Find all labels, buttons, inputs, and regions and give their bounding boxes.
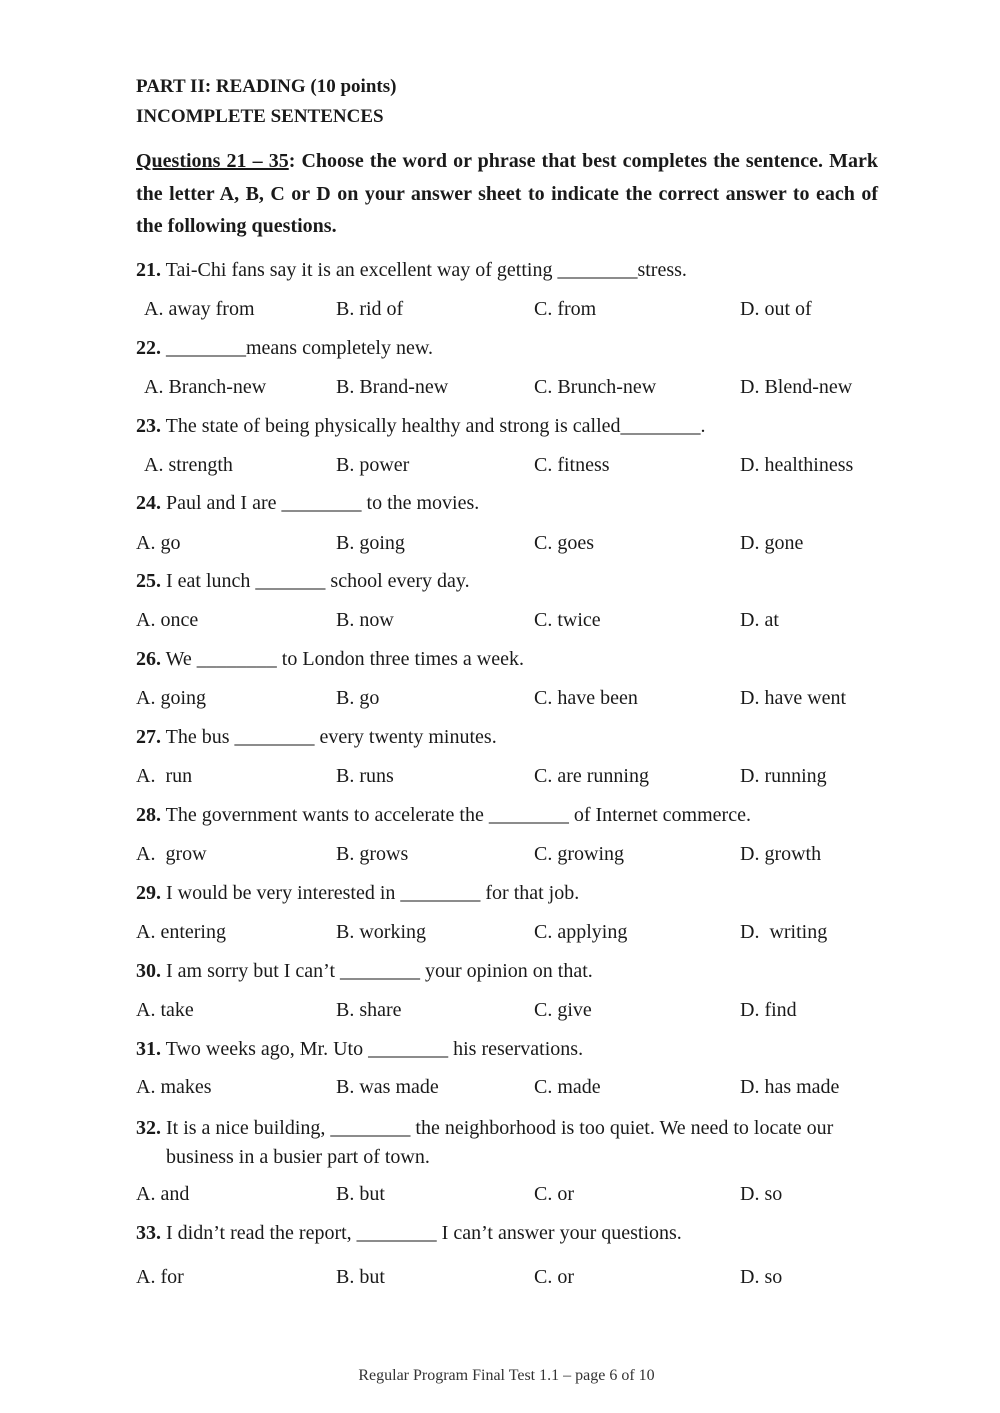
option-a[interactable]: A. away from xyxy=(144,298,255,320)
question-text: ________means completely new. xyxy=(166,337,433,359)
option-b[interactable]: B. power xyxy=(336,454,410,476)
option-a[interactable]: A. grow xyxy=(136,843,207,865)
option-d[interactable]: D. out of xyxy=(740,298,812,320)
option-d[interactable]: D. Blend-new xyxy=(740,376,853,398)
option-a[interactable]: A. go xyxy=(136,532,181,554)
option-c[interactable]: C. fitness xyxy=(534,454,610,476)
option-d[interactable]: D. healthiness xyxy=(740,454,854,476)
option-b[interactable]: B. working xyxy=(336,921,426,943)
option-a[interactable]: A. once xyxy=(136,609,199,631)
option-b[interactable]: B. going xyxy=(336,532,405,554)
question-number: 31. xyxy=(136,1038,161,1060)
question-text: Tai-Chi fans say it is an excellent way of getting ________stress. xyxy=(165,259,687,281)
option-a[interactable]: A. for xyxy=(136,1266,184,1288)
option-c[interactable]: C. or xyxy=(534,1266,574,1288)
option-d[interactable]: D. so xyxy=(740,1183,783,1205)
question-number: 25. xyxy=(136,570,161,592)
question-28 xyxy=(136,804,751,827)
option-a[interactable]: A. Branch-new xyxy=(144,376,267,398)
instructions xyxy=(136,145,878,243)
question-text: I didn’t read the report, ________ I can’t answer your questions. xyxy=(166,1222,682,1244)
option-d[interactable]: D. so xyxy=(740,1266,783,1288)
option-c[interactable]: C. give xyxy=(534,999,592,1021)
option-b[interactable]: B. Brand-new xyxy=(336,376,449,398)
option-b[interactable]: B. now xyxy=(336,609,394,631)
question-text: It is a nice building, ________ the neighborhood is too quiet. We need to locate our business in a busier part of town. xyxy=(166,1117,834,1168)
question-number: 27. xyxy=(136,726,161,748)
question-text: I am sorry but I can’t ________ your opinion on that. xyxy=(166,960,593,982)
question-text: The state of being physically healthy and strong is called________. xyxy=(165,415,706,437)
question-26 xyxy=(136,648,524,671)
question-number: 24. xyxy=(136,492,161,514)
question-number: 33. xyxy=(136,1222,161,1244)
question-text: I eat lunch _______ school every day. xyxy=(166,570,470,592)
question-27 xyxy=(136,726,497,749)
question-number: 21. xyxy=(136,259,161,281)
option-c[interactable]: C. goes xyxy=(534,532,594,554)
question-number: 28. xyxy=(136,804,161,826)
option-a[interactable]: A. strength xyxy=(144,454,233,476)
question-number: 30. xyxy=(136,960,161,982)
option-b[interactable]: B. grows xyxy=(336,843,409,865)
option-a[interactable]: A. and xyxy=(136,1183,190,1205)
option-c[interactable]: C. have been xyxy=(534,687,638,709)
option-a[interactable]: A. entering xyxy=(136,921,226,943)
question-25 xyxy=(136,570,470,593)
question-33 xyxy=(136,1222,682,1245)
option-d[interactable]: D. growth xyxy=(740,843,822,865)
option-c[interactable]: C. Brunch-new xyxy=(534,376,657,398)
option-c[interactable]: C. from xyxy=(534,298,597,320)
question-23 xyxy=(136,415,706,438)
option-c[interactable]: C. twice xyxy=(534,609,601,631)
option-a[interactable]: A. take xyxy=(136,999,194,1021)
question-text: Two weeks ago, Mr. Uto ________ his reservations. xyxy=(165,1038,584,1060)
question-24 xyxy=(136,492,479,515)
question-29 xyxy=(136,882,579,905)
option-b[interactable]: B. rid of xyxy=(336,298,404,320)
option-b[interactable]: B. runs xyxy=(336,765,394,787)
question-30 xyxy=(136,960,593,983)
instructions-question-range: Questions 21 – 35 xyxy=(136,150,289,172)
question-31 xyxy=(136,1038,583,1061)
question-22 xyxy=(136,337,433,360)
page-footer: Regular Program Final Test 1.1 – page 6 of 10 xyxy=(358,1367,655,1384)
question-text: The government wants to accelerate the ________ of Internet commerce. xyxy=(165,804,751,826)
option-a[interactable]: A. run xyxy=(136,765,193,787)
instructions-text: : Choose the word or phrase that best completes the sentence. Mark the letter A, B, C or D on your answer sheet to indicate the correct answer to each of the following questions. xyxy=(136,150,879,237)
option-c[interactable]: C. made xyxy=(534,1076,601,1098)
option-a[interactable]: A. makes xyxy=(136,1076,212,1098)
option-c[interactable]: C. are running xyxy=(534,765,649,787)
question-text: Paul and I are ________ to the movies. xyxy=(166,492,480,514)
option-b[interactable]: B. share xyxy=(336,999,402,1021)
question-text: I would be very interested in ________ for that job. xyxy=(166,882,580,904)
option-d[interactable]: D. writing xyxy=(740,921,828,943)
option-c[interactable]: C. growing xyxy=(534,843,624,865)
question-number: 23. xyxy=(136,415,161,437)
question-text: The bus ________ every twenty minutes. xyxy=(165,726,497,748)
question-text: We ________ to London three times a week. xyxy=(165,648,524,670)
option-b[interactable]: B. but xyxy=(336,1183,385,1205)
option-c[interactable]: C. or xyxy=(534,1183,574,1205)
question-number: 26. xyxy=(136,648,161,670)
section-title: INCOMPLETE SENTENCES xyxy=(136,106,384,127)
part-title: PART II: READING (10 points) xyxy=(136,76,397,97)
question-number: 29. xyxy=(136,882,161,904)
option-d[interactable]: D. at xyxy=(740,609,779,631)
option-b[interactable]: B. but xyxy=(336,1266,385,1288)
question-21 xyxy=(136,259,687,282)
question-number: 32. xyxy=(136,1117,161,1139)
option-d[interactable]: D. have went xyxy=(740,687,847,709)
question-number: 22. xyxy=(136,337,161,359)
option-b[interactable]: B. go xyxy=(336,687,380,709)
option-b[interactable]: B. was made xyxy=(336,1076,439,1098)
option-c[interactable]: C. applying xyxy=(534,921,628,943)
question-32 xyxy=(136,1114,906,1172)
option-d[interactable]: D. running xyxy=(740,765,827,787)
option-d[interactable]: D. gone xyxy=(740,532,804,554)
option-a[interactable]: A. going xyxy=(136,687,206,709)
option-d[interactable]: D. find xyxy=(740,999,797,1021)
option-d[interactable]: D. has made xyxy=(740,1076,840,1098)
